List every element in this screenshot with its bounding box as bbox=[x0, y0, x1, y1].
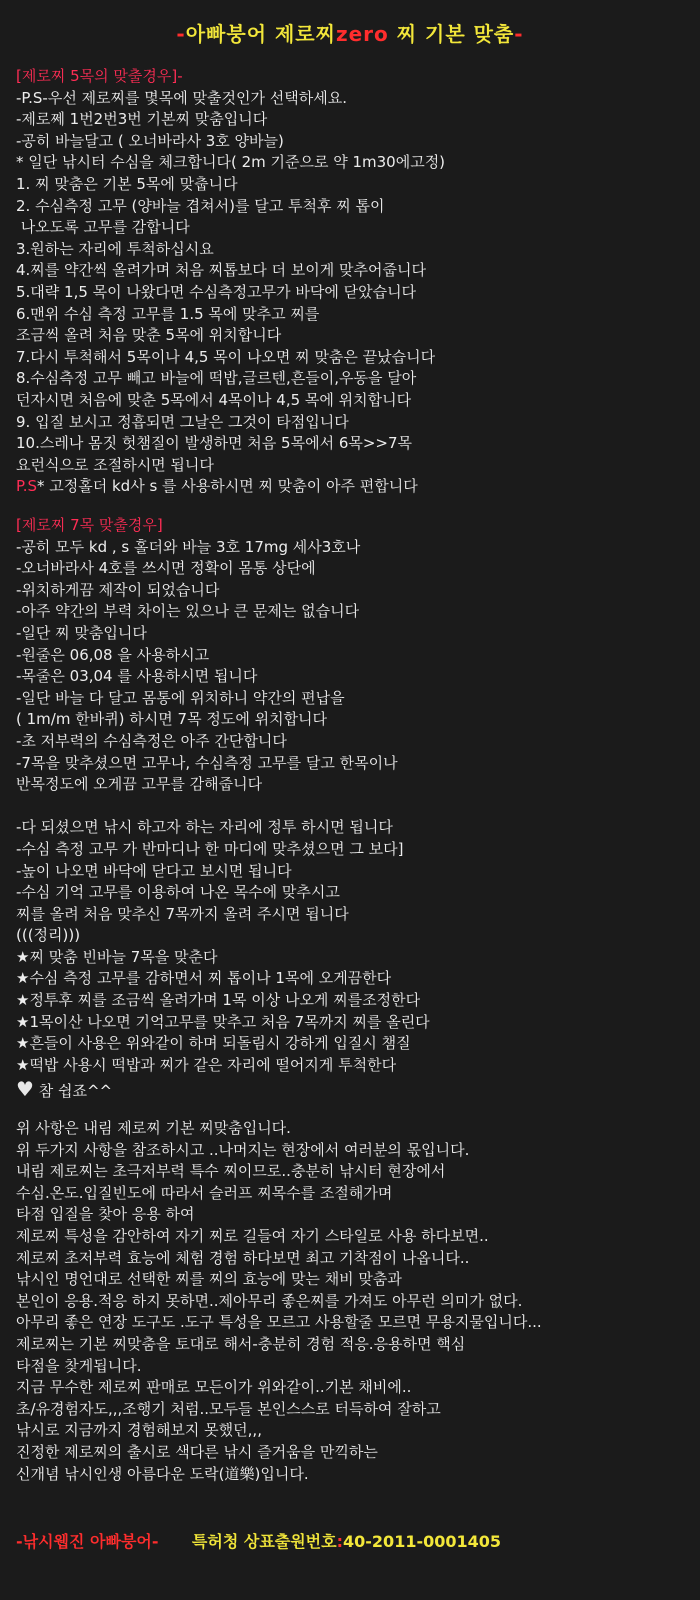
title-dash-right: - bbox=[514, 22, 524, 46]
text-line: 제로찌 초저부력 효능에 체험 경험 하다보면 최고 기착점이 나옵니다.. bbox=[16, 1248, 470, 1267]
text-line: ★떡밥 사용시 떡밥과 찌가 같은 자리에 떨어지게 투척한다 bbox=[16, 1055, 397, 1074]
text-line: 10.스레나 몸짓 헛챔질이 발생하면 처음 5목에서 6목>>7목 bbox=[16, 434, 413, 453]
text-line: 찌를 올려 처음 맞추신 7목까지 올려 주시면 됩니다 bbox=[16, 904, 349, 923]
text-line: -7목을 맞추셨으면 고무나, 수심측정 고무를 달고 한목이나 bbox=[16, 753, 398, 772]
text-line: 초/유경험자도,,,조행기 처럼..모두들 본인스스로 터득하여 잘하고 bbox=[16, 1399, 441, 1418]
title-zero: zero bbox=[335, 22, 389, 46]
text-line: -초 저부력의 수심측정은 아주 간단합니다 bbox=[16, 731, 287, 750]
text-line: ★정투후 찌를 조금씩 올려가며 1목 이상 나오게 찌를조정한다 bbox=[16, 991, 421, 1010]
title-rest: 찌 기본 맞춤 bbox=[388, 22, 515, 46]
text-line: 9. 입질 보시고 정흡되면 그날은 그것이 타점입니다 bbox=[16, 412, 349, 431]
text-line: -아주 약간의 부력 차이는 있으나 큰 문제는 없습니다 bbox=[16, 602, 360, 621]
footer-trademark-number: 40-2011-0001405 bbox=[343, 1532, 502, 1551]
footer-colon: : bbox=[336, 1532, 344, 1551]
text-line: 5.대략 1,5 목이 나왔다면 수심측정고무가 바닥에 닫았습니다 bbox=[16, 282, 417, 301]
text-line: 아무리 좋은 연장 도구도 .도구 특성을 모르고 사용할줄 모르면 무용지물입니다... bbox=[16, 1313, 542, 1332]
text-line: 나오도록 고무를 감합니다 bbox=[16, 218, 190, 237]
footer bbox=[16, 1529, 501, 1552]
text-line: ★수심 측정 고무를 감하면서 찌 톱이나 1목에 오게끔한다 bbox=[16, 969, 392, 988]
text-line: 본인이 응용.적응 하지 못하면..제아무리 좋은찌를 가져도 아무런 의미가 없다. bbox=[16, 1291, 523, 1310]
section-5mok bbox=[16, 66, 696, 498]
text-line: ★찌 맞춤 빈바늘 7목을 맞춘다 bbox=[16, 947, 218, 966]
text-line: ★1목이산 나오면 기억고무를 맞추고 처음 7목까지 찌를 올린다 bbox=[16, 1012, 430, 1031]
text-line: 낚시인 명언대로 선택한 찌를 찌의 효능에 맞는 채비 맞춤과 bbox=[16, 1270, 402, 1289]
title-dash-left: - bbox=[176, 22, 186, 46]
heart-icon: ♥ bbox=[16, 1077, 34, 1102]
text-line: -오너바라사 4호를 쓰시면 정확이 몸통 상단에 bbox=[16, 559, 316, 578]
text-line: 조금씩 올려 처음 맞춘 5목에 위치합니다 bbox=[16, 326, 282, 345]
text-line: -목줄은 03,04 를 사용하시면 됩니다 bbox=[16, 667, 258, 686]
text-line: -다 되셨으면 낚시 하고자 하는 자리에 정투 하시면 됩니다 bbox=[16, 818, 393, 837]
text-line: -공히 모두 kd , s 홀더와 바늘 3호 17mg 세사3호나 bbox=[16, 537, 361, 556]
text-line: 타점 입질을 찾아 응용 하여 bbox=[16, 1205, 195, 1224]
ps-text: * 고정홀더 kd사 s 를 사용하시면 찌 맞춤이 아주 편합니다 bbox=[37, 477, 418, 496]
blank-line bbox=[16, 796, 696, 818]
section-heading: [제로찌 7목 맞출경우] bbox=[16, 516, 163, 534]
footer-webzine-name: -낚시웹진 아빠붕어- bbox=[16, 1532, 159, 1551]
text-line: 제로찌는 기본 찌맞춤을 토대로 해서-충분히 경험 적응.응용하면 핵심 bbox=[16, 1334, 466, 1353]
text-line: -P.S-우선 제로찌를 몇목에 맞출것인가 선택하세요. bbox=[16, 88, 347, 107]
text-line: -높이 나오면 바닥에 닫다고 보시면 됩니다 bbox=[16, 861, 292, 880]
text-line: 타점을 찾게됩니다. bbox=[16, 1356, 142, 1375]
text-line: 7.다시 투척해서 5목이나 4,5 목이 나오면 찌 맞춤은 끝났습니다 bbox=[16, 347, 436, 366]
footer-trademark-label: 특허청 상표출원번호 bbox=[191, 1532, 337, 1551]
text-line: 지금 무수한 제로찌 판매로 모든이가 위와같이..기본 채비에.. bbox=[16, 1378, 412, 1397]
text-line: * 일단 낚시터 수심을 체크합니다( 2m 기준으로 약 1m30에고정) bbox=[16, 153, 446, 172]
text-line: -제로쩨 1번2번3번 기본찌 맞춤입니다 bbox=[16, 110, 268, 129]
text-line: 위 두가지 사항을 참조하시고 ..나머지는 현장에서 여러분의 몫입니다. bbox=[16, 1140, 470, 1159]
text-line: -수심 기억 고무를 이용하여 나온 목수에 맞추시고 bbox=[16, 883, 340, 902]
text-line: 8.수심측정 고무 빼고 바늘에 떡밥,글르텐,흔들이,우동을 달아 bbox=[16, 369, 417, 388]
text-line: -원줄은 06,08 을 사용하시고 bbox=[16, 645, 210, 664]
title-main: 아빠붕어 제로찌 bbox=[185, 22, 336, 46]
text-line: (((정리))) bbox=[16, 926, 81, 945]
text-line: 수심.온도.입질빈도에 따라서 슬러프 찌목수를 조절해가며 bbox=[16, 1183, 393, 1202]
text-line: 내림 제로찌는 초극저부력 특수 찌이므로..충분히 낚시터 현장에서 bbox=[16, 1162, 446, 1181]
text-line: 2. 수심측정 고무 (양바늘 겹쳐서)를 달고 투척후 찌 톱이 bbox=[16, 196, 385, 215]
text-line: 신개념 낚시인생 아름다운 도락(道樂)입니다. bbox=[16, 1464, 309, 1483]
section-7mok bbox=[16, 515, 696, 1102]
ps-line bbox=[16, 476, 696, 498]
text-line: 요런식으로 조절하시면 됩니다 bbox=[16, 455, 214, 474]
text-line: 진정한 제로찌의 출시로 색다른 낚시 즐거움을 만끽하는 bbox=[16, 1442, 378, 1461]
section-heading: [제로찌 5목의 맞출경우]- bbox=[16, 67, 183, 85]
heart-line bbox=[16, 1076, 696, 1102]
text-line: 4.찌를 약간씩 올려가며 처음 찌톱보다 더 보이게 맞추어줍니다 bbox=[16, 261, 426, 280]
text-line: -공히 바늘달고 ( 오너바라사 3호 양바늘) bbox=[16, 131, 284, 150]
heart-text: 참 쉽죠^^ bbox=[33, 1082, 113, 1101]
text-line: 반목정도에 오게끔 고무를 감해줍니다 bbox=[16, 775, 263, 794]
ps-label: P.S bbox=[16, 477, 37, 496]
text-line: -일단 찌 맞춤입니다 bbox=[16, 623, 147, 642]
text-line: 위 사항은 내림 제로찌 기본 찌맞춤입니다. bbox=[16, 1119, 291, 1137]
text-line: 제로찌 특성을 감안하여 자기 찌로 길들여 자기 스타일로 사용 하다보면.. bbox=[16, 1226, 489, 1245]
text-line: 6.맨위 수심 측정 고무를 1.5 목에 맞추고 찌를 bbox=[16, 304, 320, 323]
text-line: -수심 측정 고무 가 반마디나 한 마디에 맞추셨으면 그 보다] bbox=[16, 839, 404, 858]
text-line: ( 1m/m 한바퀴) 하시면 7목 정도에 위치합니다 bbox=[16, 710, 328, 729]
page-title bbox=[0, 18, 700, 47]
text-line: 1. 찌 맞춤은 기본 5목에 맞춥니다 bbox=[16, 174, 238, 193]
text-line: ★흔들이 사용은 위와같이 하며 되돌림시 강하게 입질시 챔질 bbox=[16, 1034, 411, 1053]
text-line: -위치하게끔 제작이 되었습니다 bbox=[16, 580, 220, 599]
text-line: 던자시면 처음에 맞춘 5목에서 4목이나 4,5 목에 위치합니다 bbox=[16, 390, 412, 409]
section-summary bbox=[16, 1118, 696, 1485]
text-line: 낚시로 지금까지 경험해보지 못했던,,, bbox=[16, 1421, 262, 1440]
text-line: -일단 바늘 다 달고 몸통에 위치하니 약간의 편납을 bbox=[16, 688, 345, 707]
text-line: 3.원하는 자리에 투척하십시요 bbox=[16, 239, 214, 258]
